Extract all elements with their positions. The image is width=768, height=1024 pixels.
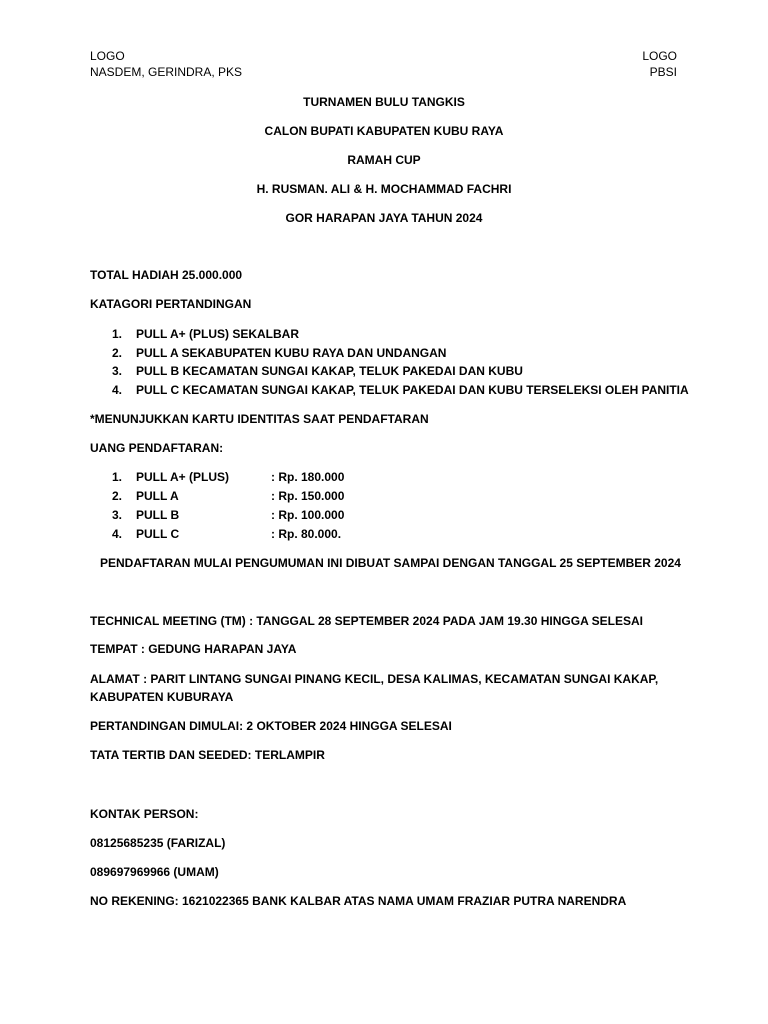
match-start: PERTANDINGAN DIMULAI: 2 OKTOBER 2024 HINGGA SELESAI <box>90 719 452 733</box>
address-line-2: KABUPATEN KUBURAYA <box>90 690 234 704</box>
list-item <box>0 364 768 380</box>
fee-name: PULL A+ (PLUS) <box>136 470 230 484</box>
category-heading: KATAGORI PERTANDINGAN <box>90 297 252 311</box>
left-parties: NASDEM, GERINDRA, PKS <box>90 65 243 79</box>
contact-farizal: 08125685235 (FARIZAL) <box>90 836 226 850</box>
contact-heading: KONTAK PERSON: <box>90 807 199 821</box>
contact-umam: 089697969966 (UMAM) <box>90 865 219 879</box>
right-header <box>642 48 677 80</box>
registration-period: PENDAFTARAN MULAI PENGUMUMAN INI DIBUAT SAMPAI DENGAN TANGGAL 25 SEPTEMBER 2024 <box>100 556 681 570</box>
list-text: PULL C KECAMATAN SUNGAI KAKAP, TELUK PAKEDAI DAN KUBU TERSELEKSI OLEH PANITIA <box>136 383 689 397</box>
fee-name: PULL A <box>136 489 179 503</box>
list-number: 2. <box>112 489 123 503</box>
list-text: PULL A+ (PLUS) SEKALBAR <box>136 327 300 341</box>
list-number: 3. <box>112 364 123 378</box>
fee-heading: UANG PENDAFTARAN: <box>90 441 224 455</box>
fee-amount: : Rp. 100.000 <box>271 508 345 522</box>
rules: TATA TERTIB DAN SEEDED: TERLAMPIR <box>90 748 325 762</box>
venue: TEMPAT : GEDUNG HARAPAN JAYA <box>90 642 297 656</box>
list-item <box>0 470 768 486</box>
list-number: 3. <box>112 508 123 522</box>
fee-amount: : Rp. 150.000 <box>271 489 345 503</box>
right-logo-placeholder: LOGO <box>642 49 677 63</box>
list-number: 2. <box>112 346 123 360</box>
list-item <box>0 508 768 524</box>
bank-account: NO REKENING: 1621022365 BANK KALBAR ATAS NAMA UMAM FRAZIAR PUTRA NARENDRA <box>90 894 627 908</box>
fee-amount: : Rp. 180.000 <box>271 470 345 484</box>
list-text: PULL B KECAMATAN SUNGAI KAKAP, TELUK PAKEDAI DAN KUBU <box>136 364 523 378</box>
fee-name: PULL B <box>136 508 180 522</box>
technical-meeting: TECHNICAL MEETING (TM) : TANGGAL 28 SEPTEMBER 2024 PADA JAM 19.30 HINGGA SELESAI <box>90 614 643 628</box>
list-item <box>0 383 768 399</box>
title-tournament: TURNAMEN BULU TANGKIS <box>303 95 465 109</box>
address-line-1: ALAMAT : PARIT LINTANG SUNGAI PINANG KECIL, DESA KALIMAS, KECAMATAN SUNGAI KAKAP, <box>90 672 659 686</box>
title-cup: RAMAH CUP <box>347 153 421 167</box>
title-candidate: CALON BUPATI KABUPATEN KUBU RAYA <box>264 124 504 138</box>
list-number: 1. <box>112 470 123 484</box>
left-header <box>90 48 242 80</box>
list-item <box>0 346 768 362</box>
title-venue-year: GOR HARAPAN JAYA TAHUN 2024 <box>285 211 483 225</box>
fee-name: PULL C <box>136 527 180 541</box>
list-item <box>0 489 768 505</box>
left-logo-placeholder: LOGO <box>90 49 125 63</box>
list-text: PULL A SEKABUPATEN KUBU RAYA DAN UNDANGAN <box>136 346 447 360</box>
list-item <box>0 527 768 543</box>
list-number: 4. <box>112 527 123 541</box>
id-note: *MENUNJUKKAN KARTU IDENTITAS SAAT PENDAFTARAN <box>90 412 429 426</box>
title-names: H. RUSMAN. ALI & H. MOCHAMMAD FACHRI <box>256 182 512 196</box>
total-prize: TOTAL HADIAH 25.000.000 <box>90 268 243 282</box>
list-number: 1. <box>112 327 123 341</box>
fee-amount: : Rp. 80.000. <box>271 527 342 541</box>
right-org: PBSI <box>649 65 677 79</box>
list-item <box>0 327 768 343</box>
list-number: 4. <box>112 383 123 397</box>
